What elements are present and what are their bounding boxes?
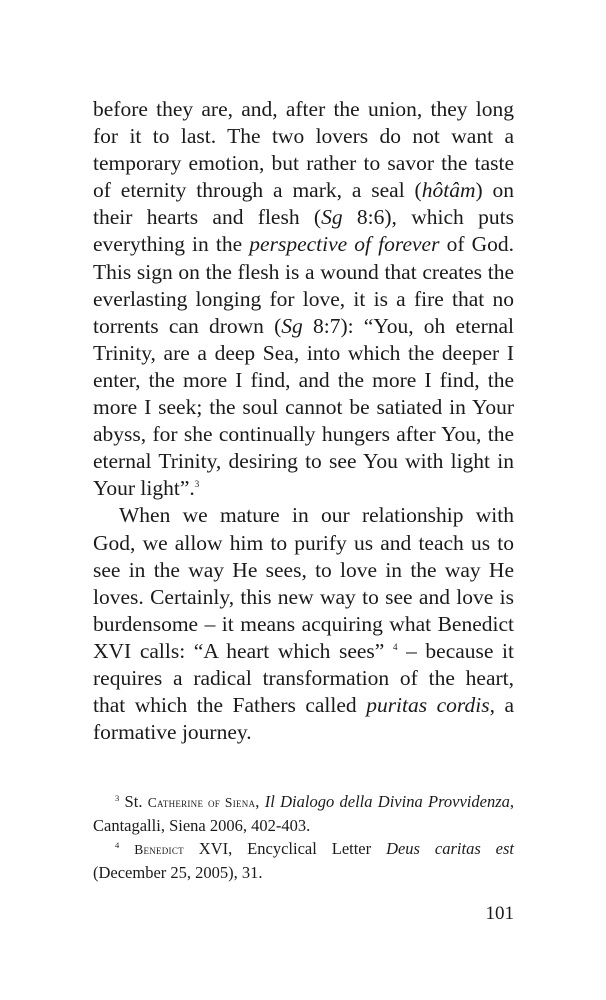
text-run: When we mature in our relationship with God, we allow him to purify us and teach us to see in the way He sees, to love in the way He loves. Certainly, this new way to see and love is burdensome – it means acquiring what Benedict XVI calls: “A heart which sees” xyxy=(93,503,514,663)
text-run: of God. This sign on the flesh is a wound that creates the everlasting longing for love, it is a fire that no torrents can drown ( xyxy=(93,232,515,338)
work-title: Il Dialogo della Divina Provvidenza xyxy=(264,792,510,811)
text-run: 8:7): “You, oh eternal Trinity, are a deep Sea, into which the deeper I enter, the more I find, and the more I find, the more I seek; the soul cannot be satiated in Your abyss, for she continually hungers after You, the eternal Trinity, desiring to see You with light in Your light”. xyxy=(93,313,515,501)
main-text xyxy=(93,96,514,746)
text-run: , xyxy=(255,792,265,811)
text-run: XVI, Encyclical Letter xyxy=(183,839,387,858)
italic-text: Sg xyxy=(321,205,343,230)
italic-text: puritas cordis xyxy=(366,693,490,718)
text-run: St. xyxy=(119,792,148,811)
text-run: before they are, and, after the union, they long for it to last. The two lovers do not want a temporary emotion, but rather to savor the taste of eternity through a mark, a seal ( xyxy=(93,97,514,203)
footnote-number: 3 xyxy=(115,793,120,803)
footnote-4 xyxy=(93,837,514,884)
footnote-reference: 4 xyxy=(392,641,398,652)
paragraph-2 xyxy=(93,502,514,746)
footnote-number: 4 xyxy=(115,840,120,850)
text-run: , Cantagalli, Siena 2006, 402-403. xyxy=(93,792,515,835)
footnote-3 xyxy=(93,790,514,837)
text-run: 8:6), which puts everything in the xyxy=(93,205,514,257)
text-run: (December 25, 2005), 31. xyxy=(93,863,263,882)
text-run: ) on their hearts and flesh ( xyxy=(93,178,514,230)
paragraph-1 xyxy=(93,96,514,502)
text-run: – because it requires a radical transformation of the heart, that which the Fathers called xyxy=(93,638,515,718)
author-name: Benedict xyxy=(134,842,184,857)
footnote-reference: 3 xyxy=(194,479,200,490)
italic-text: hôtâm xyxy=(421,178,476,203)
footnotes xyxy=(93,790,514,884)
body-text xyxy=(93,96,514,746)
text-run xyxy=(119,839,134,858)
author-name: Catherine of Siena xyxy=(147,795,256,810)
italic-text: Sg xyxy=(281,313,303,338)
page-number: 101 xyxy=(485,903,514,924)
text-run: , a formative journey. xyxy=(93,693,514,745)
work-title: Deus caritas est xyxy=(386,839,515,858)
italic-text: perspective of forever xyxy=(249,232,440,257)
